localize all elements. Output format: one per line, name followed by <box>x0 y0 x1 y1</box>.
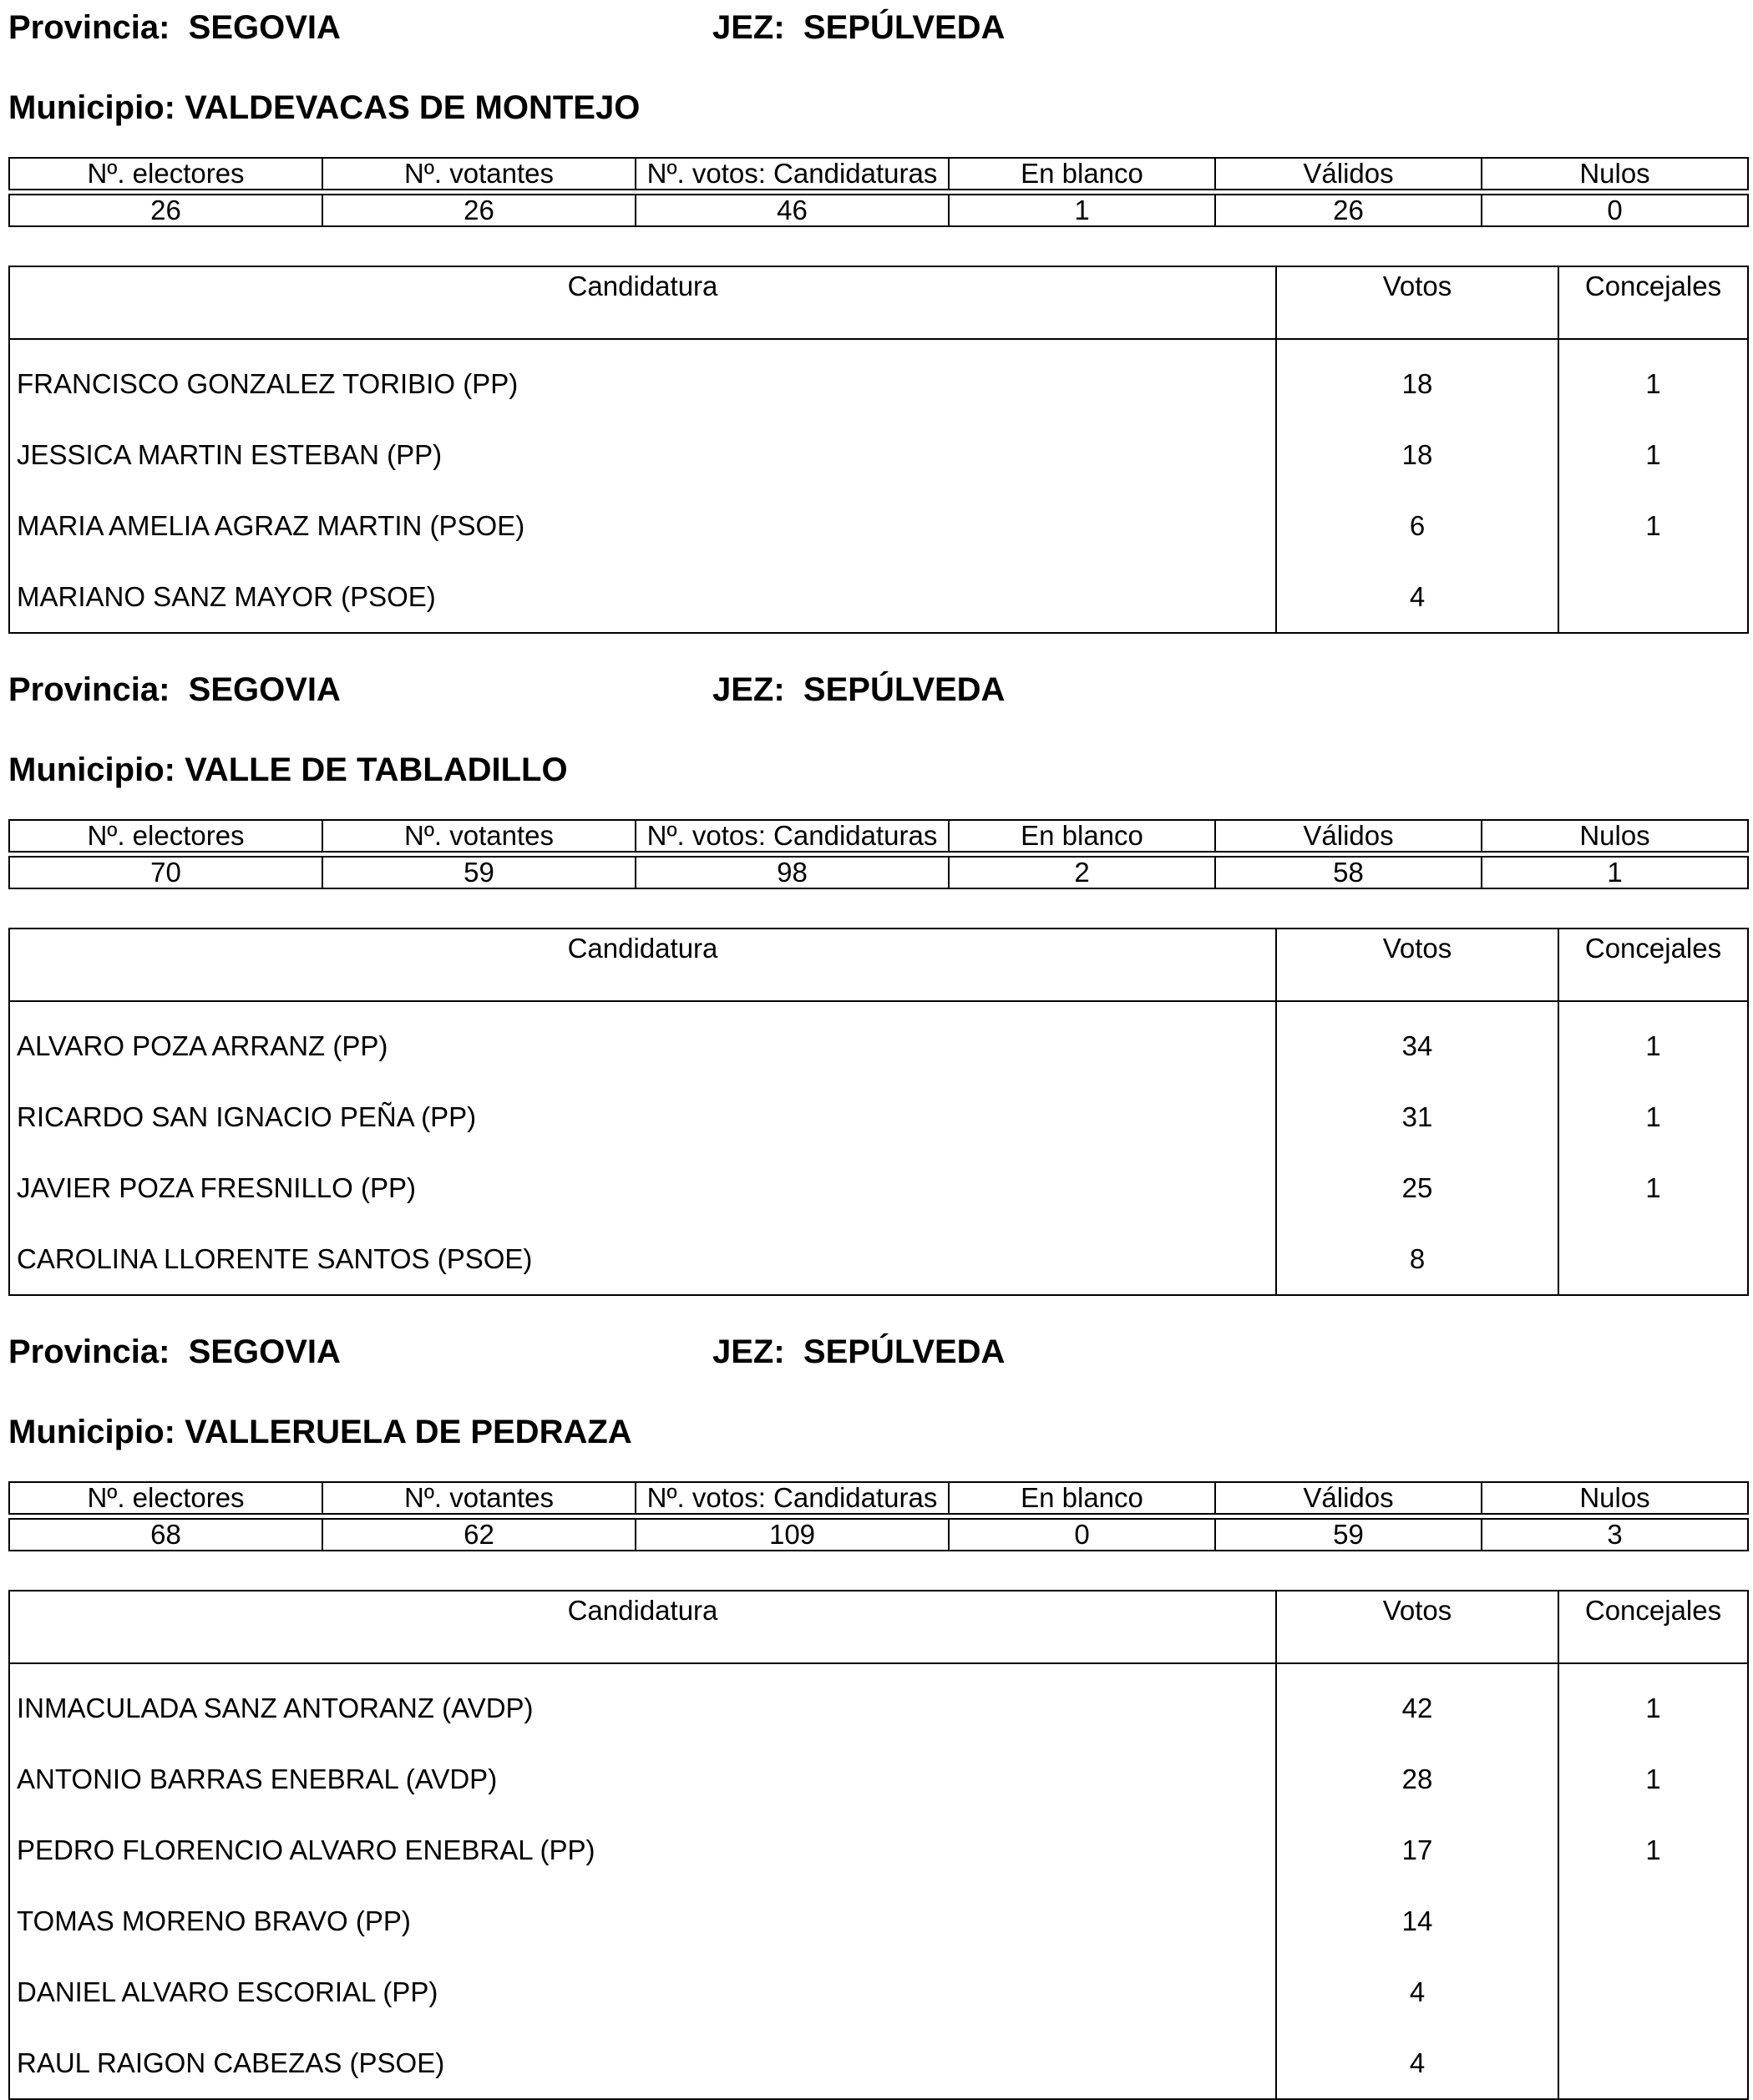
candidate-concejales <box>1558 561 1748 633</box>
section-valdevacas-de-montejo <box>8 7 1747 641</box>
candidate-name: DANIEL ALVARO ESCORIAL (PP) <box>9 1956 1276 2027</box>
candidate-concejales <box>1558 1223 1748 1295</box>
header-en-blanco: En blanco <box>949 820 1215 852</box>
candidates-header-row <box>9 1591 1748 1663</box>
header-en-blanco: En blanco <box>949 158 1215 190</box>
header-candidatura: Candidatura <box>9 1591 1276 1663</box>
jez-heading: JEZ: SEPÚLVEDA <box>712 671 1006 708</box>
candidate-row <box>9 1814 1748 1885</box>
header-nulos: Nulos <box>1482 1482 1748 1514</box>
value-votos-candidaturas: 109 <box>636 1519 949 1551</box>
summary-table <box>8 819 1749 889</box>
section-header <box>8 7 1747 48</box>
candidate-votos: 4 <box>1276 1956 1558 2027</box>
value-electores: 26 <box>9 195 322 226</box>
candidate-row <box>9 1663 1748 1743</box>
candidate-votos: 6 <box>1276 490 1558 561</box>
provincia-heading: Provincia: SEGOVIA <box>8 9 341 46</box>
value-nulos: 3 <box>1482 1519 1748 1551</box>
candidates-header-row <box>9 266 1748 339</box>
candidate-votos: 34 <box>1276 1001 1558 1081</box>
section-valle-de-tabladillo <box>8 669 1747 1303</box>
section-header <box>8 669 1747 711</box>
candidate-row <box>9 490 1748 561</box>
candidate-concejales: 1 <box>1558 490 1748 561</box>
candidate-name: ANTONIO BARRAS ENEBRAL (AVDP) <box>9 1743 1276 1814</box>
candidate-votos: 4 <box>1276 2027 1558 2099</box>
summary-values-row <box>9 857 1748 888</box>
candidate-row <box>9 1081 1748 1152</box>
value-en-blanco: 1 <box>949 195 1215 226</box>
candidate-row <box>9 2027 1748 2099</box>
value-electores: 68 <box>9 1519 322 1551</box>
candidate-row <box>9 419 1748 490</box>
provincia-heading: Provincia: SEGOVIA <box>8 671 341 708</box>
summary-table <box>8 1481 1749 1551</box>
candidate-votos: 28 <box>1276 1743 1558 1814</box>
value-en-blanco: 0 <box>949 1519 1215 1551</box>
municipio-value: VALLERUELA DE PEDRAZA <box>185 1414 632 1450</box>
jez-heading: JEZ: SEPÚLVEDA <box>712 1333 1006 1370</box>
header-nulos: Nulos <box>1482 820 1748 852</box>
candidate-concejales: 1 <box>1558 1081 1748 1152</box>
jez-value: SEPÚLVEDA <box>803 671 1006 708</box>
value-votantes: 26 <box>322 195 636 226</box>
candidates-table <box>8 928 1749 1296</box>
candidate-name: JESSICA MARTIN ESTEBAN (PP) <box>9 419 1276 490</box>
candidate-concejales <box>1558 1956 1748 2027</box>
candidate-row <box>9 339 1748 419</box>
candidate-name: PEDRO FLORENCIO ALVARO ENEBRAL (PP) <box>9 1814 1276 1885</box>
header-votantes: Nº. votantes <box>322 158 636 190</box>
candidate-name: JAVIER POZA FRESNILLO (PP) <box>9 1152 1276 1223</box>
summary-values-row <box>9 195 1748 226</box>
candidate-concejales: 1 <box>1558 1001 1748 1081</box>
summary-values-row <box>9 1519 1748 1551</box>
candidate-votos: 8 <box>1276 1223 1558 1295</box>
candidate-row <box>9 1223 1748 1295</box>
provincia-heading: Provincia: SEGOVIA <box>8 1333 341 1370</box>
candidate-votos: 31 <box>1276 1081 1558 1152</box>
candidates-table <box>8 1590 1749 2100</box>
candidate-votos: 17 <box>1276 1814 1558 1885</box>
section-header <box>8 1331 1747 1373</box>
header-votos-candidaturas: Nº. votos: Candidaturas <box>636 1482 949 1514</box>
value-nulos: 1 <box>1482 857 1748 888</box>
header-electores: Nº. electores <box>9 1482 322 1514</box>
candidate-name: INMACULADA SANZ ANTORANZ (AVDP) <box>9 1663 1276 1743</box>
candidates-header-row <box>9 929 1748 1001</box>
candidate-name: ALVARO POZA ARRANZ (PP) <box>9 1001 1276 1081</box>
section-valleruela-de-pedraza <box>8 1331 1747 2091</box>
header-validos: Válidos <box>1215 158 1482 190</box>
header-en-blanco: En blanco <box>949 1482 1215 1514</box>
header-votos-candidaturas: Nº. votos: Candidaturas <box>636 158 949 190</box>
header-concejales: Concejales <box>1558 266 1748 339</box>
municipio-heading: Municipio: VALLE DE TABLADILLO <box>8 751 568 788</box>
value-votantes: 62 <box>322 1519 636 1551</box>
header-concejales: Concejales <box>1558 1591 1748 1663</box>
candidate-name: MARIA AMELIA AGRAZ MARTIN (PSOE) <box>9 490 1276 561</box>
value-validos: 58 <box>1215 857 1482 888</box>
candidate-votos: 18 <box>1276 339 1558 419</box>
provincia-value: SEGOVIA <box>188 9 341 46</box>
candidate-name: FRANCISCO GONZALEZ TORIBIO (PP) <box>9 339 1276 419</box>
candidate-name: MARIANO SANZ MAYOR (PSOE) <box>9 561 1276 633</box>
header-candidatura: Candidatura <box>9 266 1276 339</box>
jez-heading: JEZ: SEPÚLVEDA <box>712 9 1006 46</box>
value-votos-candidaturas: 98 <box>636 857 949 888</box>
jez-value: SEPÚLVEDA <box>803 9 1006 46</box>
header-votos: Votos <box>1276 266 1558 339</box>
candidate-votos: 18 <box>1276 419 1558 490</box>
candidate-concejales: 1 <box>1558 1814 1748 1885</box>
header-electores: Nº. electores <box>9 820 322 852</box>
candidate-votos: 4 <box>1276 561 1558 633</box>
municipio-heading: Municipio: VALLERUELA DE PEDRAZA <box>8 1414 632 1450</box>
municipio-value: VALLE DE TABLADILLO <box>185 751 568 788</box>
candidate-concejales: 1 <box>1558 1152 1748 1223</box>
header-votos-candidaturas: Nº. votos: Candidaturas <box>636 820 949 852</box>
candidate-row <box>9 1001 1748 1081</box>
summary-header-row <box>9 820 1748 852</box>
candidate-votos: 14 <box>1276 1885 1558 1956</box>
value-validos: 26 <box>1215 195 1482 226</box>
summary-table <box>8 157 1749 227</box>
header-validos: Válidos <box>1215 1482 1482 1514</box>
candidate-name: TOMAS MORENO BRAVO (PP) <box>9 1885 1276 1956</box>
jez-value: SEPÚLVEDA <box>803 1333 1006 1370</box>
candidate-row <box>9 1743 1748 1814</box>
candidate-concejales <box>1558 1885 1748 1956</box>
summary-header-row <box>9 1482 1748 1514</box>
value-nulos: 0 <box>1482 195 1748 226</box>
header-validos: Válidos <box>1215 820 1482 852</box>
candidate-concejales: 1 <box>1558 1743 1748 1814</box>
municipio-value: VALDEVACAS DE MONTEJO <box>185 89 641 126</box>
candidate-name: RAUL RAIGON CABEZAS (PSOE) <box>9 2027 1276 2099</box>
candidate-row <box>9 1956 1748 2027</box>
header-candidatura: Candidatura <box>9 929 1276 1001</box>
candidate-concejales: 1 <box>1558 339 1748 419</box>
header-nulos: Nulos <box>1482 158 1748 190</box>
value-electores: 70 <box>9 857 322 888</box>
candidate-row <box>9 561 1748 633</box>
candidate-name: RICARDO SAN IGNACIO PEÑA (PP) <box>9 1081 1276 1152</box>
municipio-heading: Municipio: VALDEVACAS DE MONTEJO <box>8 89 641 126</box>
header-votantes: Nº. votantes <box>322 1482 636 1514</box>
candidate-concejales <box>1558 2027 1748 2099</box>
header-votantes: Nº. votantes <box>322 820 636 852</box>
candidate-concejales: 1 <box>1558 419 1748 490</box>
value-validos: 59 <box>1215 1519 1482 1551</box>
candidate-votos: 25 <box>1276 1152 1558 1223</box>
candidate-votos: 42 <box>1276 1663 1558 1743</box>
value-votantes: 59 <box>322 857 636 888</box>
candidate-row <box>9 1885 1748 1956</box>
candidate-name: CAROLINA LLORENTE SANTOS (PSOE) <box>9 1223 1276 1295</box>
header-votos: Votos <box>1276 1591 1558 1663</box>
provincia-value: SEGOVIA <box>188 671 341 708</box>
header-concejales: Concejales <box>1558 929 1748 1001</box>
header-votos: Votos <box>1276 929 1558 1001</box>
value-en-blanco: 2 <box>949 857 1215 888</box>
candidates-table <box>8 266 1749 634</box>
provincia-value: SEGOVIA <box>188 1333 341 1370</box>
header-electores: Nº. electores <box>9 158 322 190</box>
summary-header-row <box>9 158 1748 190</box>
candidate-row <box>9 1152 1748 1223</box>
value-votos-candidaturas: 46 <box>636 195 949 226</box>
candidate-concejales: 1 <box>1558 1663 1748 1743</box>
